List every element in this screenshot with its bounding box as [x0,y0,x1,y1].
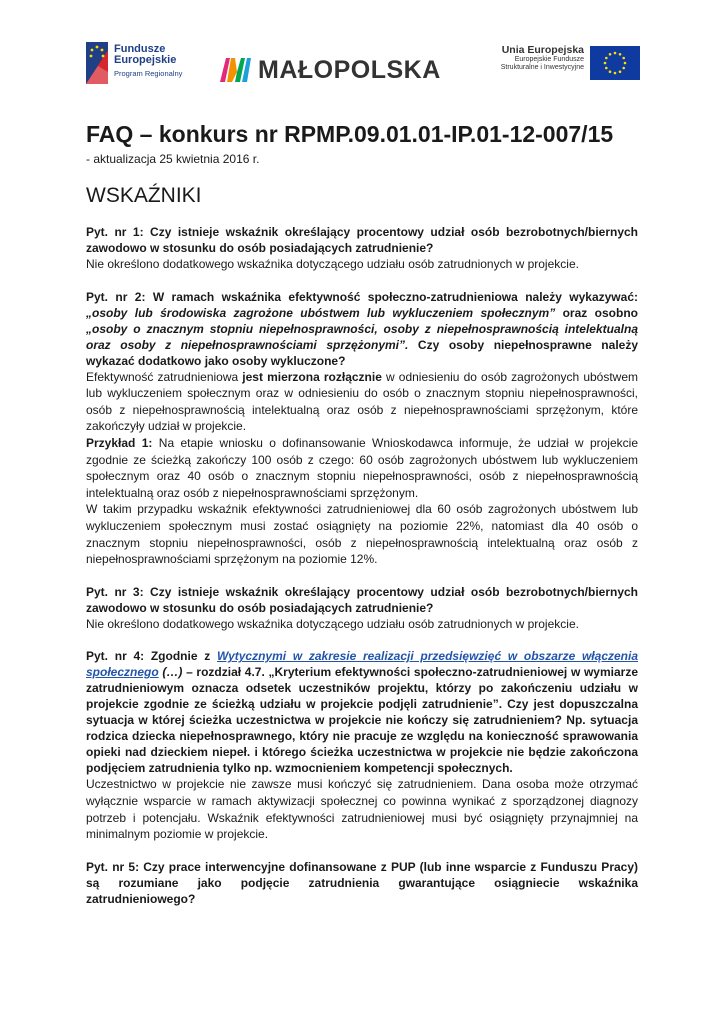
guidelines-link[interactable]: Wytycznymi w zakresie realizacji przedsięwzięć w obszarze włączenia społecznego [86,649,638,680]
ue-line2: Strukturalne i Inwestycyjne [500,64,584,71]
question-2-part-a: Pyt. nr 2: W ramach wskaźnika efektywność społeczno-zatrudnieniowa należy wykazywać: [86,289,638,304]
eu-flag-icon [590,46,640,80]
ue-title: Unia Europejska [501,44,584,56]
answer-2-part-c: w odniesieniu do osób zagrożonych ubóstwem lub wykluczeniem społecznym oraz w odniesieniu do osób o znacznym stopniu niepełnosprawności, osób z niepełnosprawnością intelektualną oraz osób z niepełnosprawnościami sprzężonym, które zakończyły udział w projekcie. [86,369,639,434]
section-heading: WSKAŹNIKI [86,184,202,207]
question-4-part-a: Pyt. nr 4: Zgodnie z [86,649,217,664]
logo-header [0,0,725,110]
fundusze-europejskie-logo [86,42,196,86]
example-text: Na etapie wniosku o dofinansowanie Wnioskodawca informuje, że udział w projekcie zgodnie ze ścieżką zakończy 100 osób z czego: 60 osób zagrożonych ubóstwem lub wykluczeniem społecznym oraz 40 osób o znacznym stopniu niepełnosprawności, osób z niepełnosprawnością intelektualną oraz osób z niepełnosprawnościami sprzężonym. [86,435,638,500]
fe-flag-icon [86,42,108,84]
page-title: FAQ – konkurs nr RPMP.09.01.01-IP.01-12-007/15 [86,121,614,147]
answer-4: Uczestnictwo w projekcie nie zawsze musi kończyć się zatrudnieniem. Dana osoba może otrzymać wyłącznie wsparcie w ramach aktywizacji społecznej co powinna wynikać z sporządzonej diagnozy potrzeb i potencjału. Wskaźnik efektywności zatrudnieniowej musi być osiągnięty przynajmniej na minimalnym poziomie w projekcie. [86,777,638,842]
answer-2-part-a: Efektywność zatrudnieniowa [86,369,243,384]
example-label: Przykład 1: [86,435,153,450]
fe-logo-line2: Europejskie [114,54,177,66]
question-4-part-b: (…) [158,665,183,680]
answer-2-paragraph-2 [86,435,638,501]
answer-2-paragraph-1 [86,369,638,435]
question-4 [86,648,638,776]
malopolska-m-icon [218,54,254,84]
update-date: - aktualizacja 25 kwietnia 2016 r. [86,152,260,166]
malopolska-logo [218,52,458,86]
question-2-part-e: Czy osoby niepełnosprawne należy wykazać dodatkowo jako osoby wykluczone? [86,337,638,368]
unia-europejska-logo [490,44,640,84]
answer-1: Nie określono dodatkowego wskaźnika dotyczącego udziału osób zatrudnionych w projekcie. [86,257,579,271]
question-3: Pyt. nr 3: Czy istnieje wskaźnik określający procentowy udział osób bezrobotnych/biernych zawodowo w stosunku do osób posiadających zatrudnienie? [86,584,638,615]
fe-logo-line3: Program Regionalny [114,69,183,78]
answer-2-paragraph-3: W takim przypadku wskaźnik efektywności zatrudnieniowej dla 60 osób zagrożonych ubóstwem lub wykluczeniem społecznym musi zostać osiągnięty na poziomie 22%, natomiast dla 40 osób o znacznym stopniu niepełnosprawności, osób z niepełnosprawnością intelektualną oraz osób z niepełnosprawnościami sprzężonym na poziomie 12%. [86,502,638,567]
question-2-part-d: „osoby o znacznym stopniu niepełnosprawności, osoby z niepełnosprawnością intelektualną oraz osoby z niepełnosprawnościami sprzężonymi”. [86,321,638,352]
fe-logo-line1: Fundusze [114,43,166,55]
document-body [86,120,638,907]
question-2-part-c: oraz osobno [555,305,638,320]
question-1: Pyt. nr 1: Czy istnieje wskaźnik określający procentowy udział osób bezrobotnych/biernych zawodowo w stosunku do osób posiadających zatrudnienie? [86,225,638,255]
question-4-part-c: – rozdział 4.7. „Kryterium efektywności społeczno-zatrudnieniowej w wymiarze zatrudnieniowym oznacza odsetek uczestników projektu, którzy po zakończeniu udziału w projekcie zgodnie ze ścieżką udziału w projekcie podjęli zatrudnienie”. Czy jest dopuszczalna sytuacja w której ścieżka uczestnictwa w projekcie nie kończy się zatrudnieniem? Np. sytuacja rodzica dziecka niepełnosprawnego, który nie pracuje ze względu na konieczność sprawowania opieki nad dzieckiem niepeł. i którego ścieżka uczestnictwa w projekcie nie będzie zakończona podjęciem zatrudnienia tylko np. wzmocnieniem kompetencji społecznych. [86,665,638,776]
malopolska-wordmark: MAŁOPOLSKA [258,56,441,84]
question-2 [86,289,638,369]
answer-3: Nie określono dodatkowego wskaźnika dotyczącego udziału osób zatrudnionych w projekcie. [86,616,579,631]
ue-line1: Europejskie Fundusze [514,56,584,63]
answer-2-emphasis: jest mierzona rozłącznie [242,369,382,384]
question-2-part-b: „osoby lub środowiska zagrożone ubóstwem lub wykluczeniem społecznym” [86,305,556,320]
question-5: Pyt. nr 5: Czy prace interwencyjne dofinansowane z PUP (lub inne wsparcie z Funduszu Pracy) są rozumiane jako podjęcie zatrudnienia gwarantujące osiągniecie wskaźnika zatrudnieniowego? [86,859,638,906]
